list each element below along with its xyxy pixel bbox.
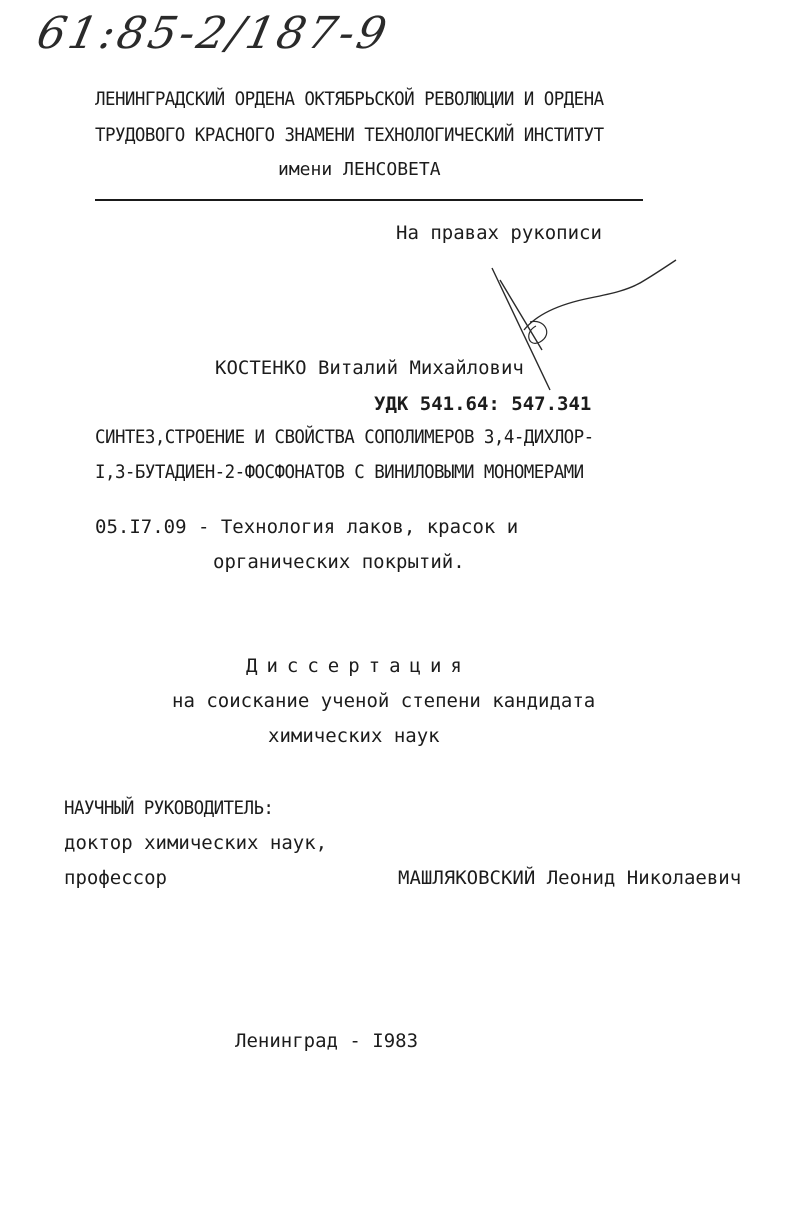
supervisor-label: НАУЧНЫЙ РУКОВОДИТЕЛЬ: <box>64 797 274 819</box>
institute-line-1: ЛЕНИНГРАДСКИЙ ОРДЕНА ОКТЯБРЬСКОЙ РЕВОЛЮЦИИ И ОРДЕНА <box>95 88 604 110</box>
supervisor-rank: профессор <box>64 867 167 889</box>
degree-heading: Диссертация <box>246 655 471 677</box>
degree-line-2: на соискание ученой степени кандидата <box>172 690 596 712</box>
specialty-line-1: 05.I7.09 - Технология лаков, красок и <box>95 516 519 538</box>
udk-code: УДК 541.64: 547.341 <box>374 393 592 415</box>
manuscript-note: На правах рукописи <box>396 222 602 244</box>
institute-line-3: имени ЛЕНСОВЕТА <box>278 159 441 180</box>
degree-line-3: химических наук <box>268 725 440 747</box>
handwritten-catalog-number: 61:85-2/187-9 <box>32 8 394 59</box>
dissertation-title-line-1: СИНТЕЗ,СТРОЕНИЕ И СВОЙСТВА СОПОЛИМЕРОВ 3,4-ДИХЛОР- <box>95 426 594 448</box>
supervisor-name: МАШЛЯКОВСКИЙ Леонид Николаевич <box>398 867 742 889</box>
city-year: Ленинград - I983 <box>235 1030 419 1052</box>
specialty-line-2: органических покрытий. <box>213 551 465 573</box>
header-divider <box>95 199 643 201</box>
institute-line-2: ТРУДОВОГО КРАСНОГО ЗНАМЕНИ ТЕХНОЛОГИЧЕСКИЙ ИНСТИТУТ <box>95 124 604 146</box>
dissertation-title-line-2: I,3-БУТАДИЕН-2-ФОСФОНАТОВ С ВИНИЛОВЫМИ МОНОМЕРАМИ <box>95 461 584 483</box>
author-name: КОСТЕНКО Виталий Михайлович <box>215 357 524 379</box>
supervisor-degree: доктор химических наук, <box>64 832 328 854</box>
